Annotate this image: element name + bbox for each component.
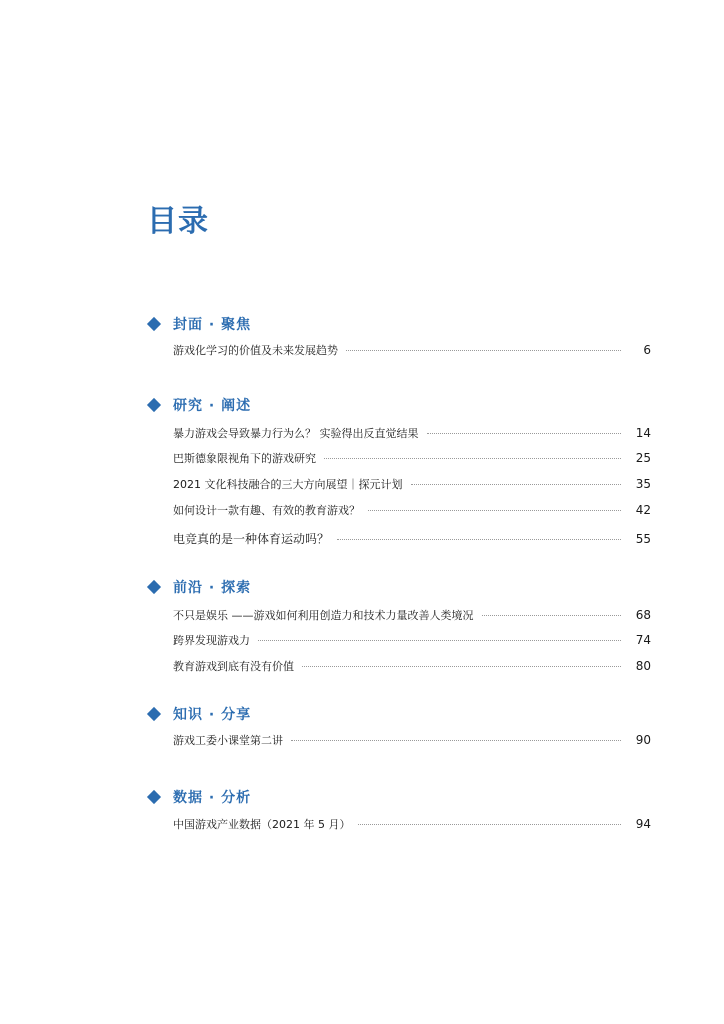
entry-page-number: 55 bbox=[635, 532, 651, 546]
section-header bbox=[147, 576, 657, 598]
entry-title: 2021 文化科技融合的三大方向展望｜探元计划 bbox=[173, 478, 403, 491]
diamond-bullet-icon bbox=[147, 707, 161, 721]
section-title: 知识 · 分享 bbox=[173, 707, 252, 723]
dot-leader bbox=[368, 510, 621, 511]
diamond-bullet-icon bbox=[147, 317, 161, 331]
entry-page-number: 80 bbox=[635, 659, 651, 673]
entry-title: 中国游戏产业数据（2021 年 5 月） bbox=[173, 818, 351, 831]
entry-title: 跨界发现游戏力 bbox=[173, 634, 250, 647]
entry-page-number: 94 bbox=[635, 817, 651, 831]
toc-section-frontier bbox=[147, 576, 657, 673]
toc-entry[interactable] bbox=[173, 607, 651, 623]
dot-leader bbox=[427, 433, 622, 434]
entry-title: 教育游戏到底有没有价值 bbox=[173, 660, 294, 673]
entry-page-number: 6 bbox=[643, 343, 651, 357]
entry-page-number: 25 bbox=[635, 451, 651, 465]
toc-entry[interactable] bbox=[173, 632, 651, 648]
diamond-bullet-icon bbox=[147, 398, 161, 412]
dot-leader bbox=[302, 666, 621, 667]
entry-page-number: 42 bbox=[635, 503, 651, 517]
entry-page-number: 90 bbox=[635, 733, 651, 747]
section-title: 研究 · 阐述 bbox=[173, 398, 252, 414]
entry-page-number: 74 bbox=[635, 633, 651, 647]
toc-entry[interactable] bbox=[173, 502, 651, 518]
toc-section-data bbox=[147, 786, 657, 831]
section-header bbox=[147, 313, 657, 335]
dot-leader bbox=[346, 350, 621, 351]
dot-leader bbox=[411, 484, 622, 485]
toc-entry[interactable] bbox=[173, 816, 651, 832]
toc-entry[interactable] bbox=[173, 658, 651, 674]
dot-leader bbox=[337, 539, 621, 540]
section-header bbox=[147, 786, 657, 808]
dot-leader bbox=[258, 640, 621, 641]
section-header bbox=[147, 703, 657, 725]
toc-section-knowledge bbox=[147, 703, 657, 747]
entry-title: 巴斯德象限视角下的游戏研究 bbox=[173, 452, 316, 465]
diamond-bullet-icon bbox=[147, 580, 161, 594]
entry-title: 不只是娱乐 ——游戏如何利用创造力和技术力量改善人类境况 bbox=[173, 609, 474, 622]
toc-section-research bbox=[147, 394, 657, 546]
entry-page-number: 35 bbox=[635, 477, 651, 491]
section-title: 数据 · 分析 bbox=[173, 790, 252, 806]
toc-entry[interactable] bbox=[173, 425, 651, 441]
toc-title: 目录 bbox=[147, 204, 209, 239]
dot-leader bbox=[291, 740, 621, 741]
entry-title: 如何设计一款有趣、有效的教育游戏？ bbox=[173, 504, 360, 517]
dot-leader bbox=[324, 458, 621, 459]
entry-title: 游戏工委小课堂第二讲 bbox=[173, 734, 283, 747]
entry-title: 暴力游戏会导致暴力行为么？ 实验得出反直觉结果 bbox=[173, 427, 419, 440]
entry-title: 游戏化学习的价值及未来发展趋势 bbox=[173, 344, 338, 357]
dot-leader bbox=[482, 615, 622, 616]
entry-page-number: 68 bbox=[635, 608, 651, 622]
dot-leader bbox=[358, 824, 621, 825]
toc-entry[interactable] bbox=[173, 450, 651, 466]
section-header bbox=[147, 394, 657, 416]
section-title: 前沿 · 探索 bbox=[173, 580, 252, 596]
entry-title: 电竞真的是一种体育运动吗？ bbox=[173, 532, 330, 546]
toc-section-cover bbox=[147, 313, 657, 357]
toc-entry[interactable] bbox=[173, 732, 651, 748]
toc-entry[interactable] bbox=[173, 476, 651, 492]
toc-entry[interactable] bbox=[173, 342, 651, 358]
toc-entry[interactable] bbox=[173, 530, 651, 547]
entry-page-number: 14 bbox=[635, 426, 651, 440]
diamond-bullet-icon bbox=[147, 790, 161, 804]
section-title: 封面 · 聚焦 bbox=[173, 317, 252, 333]
